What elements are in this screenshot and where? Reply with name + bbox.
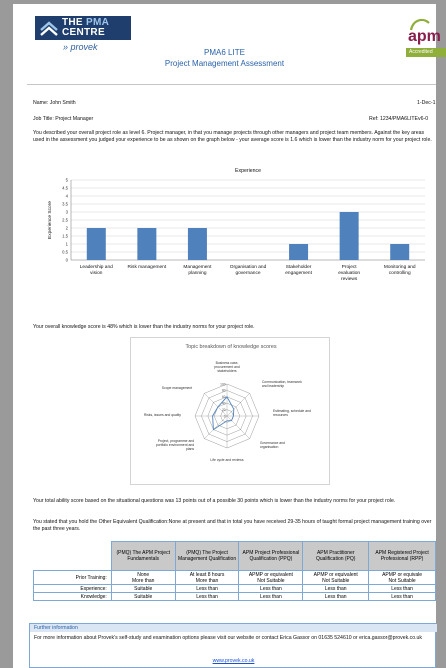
radar-tick-label: 80 <box>221 388 226 393</box>
x-tick-label: Organisation and governance <box>229 265 267 276</box>
y-tick-label: 1.5 <box>62 233 68 239</box>
table-cell: APMP or equivale Not Suitable <box>369 571 436 585</box>
experience-chart-svg <box>41 164 433 294</box>
y-tick-label: 2 <box>65 225 68 231</box>
x-tick-label: Leadership and vision <box>79 265 113 276</box>
bar <box>390 244 409 260</box>
report-title: PMA6 LITE <box>204 48 245 57</box>
y-tick-label: 3 <box>65 209 68 215</box>
table-row <box>34 571 436 585</box>
report-page <box>13 4 441 668</box>
y-tick-label: 3.5 <box>62 201 68 207</box>
table-header: (PMQ) The APM Project Fundamentals <box>111 542 175 571</box>
table-row <box>34 593 436 601</box>
bar <box>289 244 308 260</box>
knowledge-score-text: Your overall knowledge score is 48% which is lower than the industry norms for your project role. <box>33 324 255 330</box>
x-tick-label: Stakeholder engagement <box>285 265 312 276</box>
table-header: APM Project Professional Qualification (PPQ) <box>239 542 303 571</box>
table-header: (PMQ) The Project Management Qualification <box>175 542 239 571</box>
radar-tick-label: 60 <box>221 395 226 400</box>
experience-bar-chart <box>41 164 433 294</box>
x-tick-label: Project evaluation reviews <box>338 265 361 282</box>
y-tick-label: 0 <box>65 257 68 263</box>
logo-line-1: THE PMA <box>62 17 110 28</box>
y-tick-label: 0.5 <box>62 249 68 255</box>
header-divider <box>27 84 436 85</box>
accredited-badge: Accredited <box>406 48 446 57</box>
y-tick-label: 5 <box>65 177 68 183</box>
further-info-text: For more information about Provek's self-study and examination options please visit our website or contact Erica Gassor on 01635 524610 or erica.gassor@provek.co.uk <box>34 635 423 641</box>
ability-score-text: Your total ability score based on the situational questions was 13 points out of a possible 30 points which is lower than the industry norms for your project role. <box>33 498 396 504</box>
table-cell: Less than <box>303 593 369 601</box>
intro-paragraph: You described your overall project role as level 6. Project manager, in that you manage projects through other managers and project team members. Against the key areas used in the assessment you judged your experience to be as shown on the graph below - your average score is 1.6 which is lower than the industry norm for your project role. <box>33 130 432 144</box>
table-cell: Suitable <box>111 593 175 601</box>
table-cell: Less than <box>175 585 239 593</box>
radar-title: Topic breakdown of knowledge scores <box>185 344 277 350</box>
job-title: Job Title: Project Manager <box>33 116 94 122</box>
further-information-box <box>29 623 436 668</box>
knowledge-radar-svg <box>131 338 331 486</box>
radar-axis-label: Business case, procurement and stakeholders <box>214 361 240 373</box>
y-tick-label: 2.5 <box>62 217 68 223</box>
bar <box>188 228 207 260</box>
table-header: APM Registered Project Professional (RPP) <box>369 542 436 571</box>
table-row <box>34 585 436 593</box>
x-tick-label: Risk management <box>127 265 167 270</box>
radar-axis-label: Risks, issues and quality <box>143 413 181 417</box>
y-tick-label: 1 <box>65 241 68 247</box>
chart-title: Experience <box>235 168 261 174</box>
bar <box>340 212 359 260</box>
row-label: Knowledge: <box>34 593 112 601</box>
further-info-heading: Further information <box>30 624 437 632</box>
reference-number: Ref: 1234/PMA6LITEv6-0 <box>369 116 429 122</box>
table-corner-cell <box>34 542 112 571</box>
candidate-name: Name: John Smith <box>33 100 76 106</box>
y-axis-label: Experience Score <box>48 201 53 239</box>
radar-axis-label: Communication, teamwork and leadership <box>261 380 303 389</box>
logo-line-2: CENTRE <box>62 27 105 38</box>
x-tick-label: Monitoring and controlling <box>383 265 416 276</box>
table-cell: APMP or equivalent Not Suitable <box>239 571 303 585</box>
table-cell: Less than <box>175 593 239 601</box>
table-cell: Suitable <box>111 585 175 593</box>
table-header-row <box>34 542 436 571</box>
table-cell: Less than <box>369 593 436 601</box>
provek-website-link[interactable]: www.provek.co.uk <box>212 658 255 664</box>
radar-tick-label: 100 <box>220 382 226 387</box>
radar-axis-label: Life cycle and reviews <box>210 458 244 462</box>
qualification-table <box>33 541 436 601</box>
y-tick-label: 4 <box>65 193 68 199</box>
row-label: Prior Training: <box>34 571 112 585</box>
radar-axis-label: Project, programme and portfolio environment and plans <box>155 438 195 451</box>
apm-wordmark: apm <box>408 28 441 45</box>
table-cell: Less than <box>369 585 436 593</box>
radar-axis-label: Estimating, schedule and resources <box>273 409 311 417</box>
table-cell: Less than <box>303 585 369 593</box>
provek-wordmark: » provek <box>63 42 98 52</box>
report-subtitle: Project Management Assessment <box>164 59 285 68</box>
chevron-logo-icon <box>40 19 58 37</box>
radar-tick-label: 40 <box>221 401 226 406</box>
training-text: You stated that you hold the Other Equivalent Qualification:None at present and that in total you have received 29-35 hours of taught formal project management training over the past three years. <box>33 519 432 533</box>
x-tick-label: Management planning <box>183 265 212 276</box>
bar <box>137 228 156 260</box>
radar-axis-label: Scope management <box>161 386 193 391</box>
bar <box>87 228 106 260</box>
table-cell: Less than <box>239 593 303 601</box>
table-cell: None More than <box>111 571 175 585</box>
row-label: Experience: <box>34 585 112 593</box>
report-date: 1-Dec-1 <box>417 100 436 106</box>
knowledge-radar-chart <box>130 337 330 485</box>
radar-axis-label: Governance and organisation <box>259 440 285 449</box>
table-cell: Less than <box>239 585 303 593</box>
radar-tick-label: 20 <box>221 407 226 412</box>
y-tick-label: 4.5 <box>62 185 68 191</box>
table-cell: APMP or equivalent Not Suitable <box>303 571 369 585</box>
radar-tick-label: 0 <box>223 414 226 419</box>
table-header: APM Practitioner Qualification (PQ) <box>303 542 369 571</box>
table-cell: At least 8 hours More than <box>175 571 239 585</box>
